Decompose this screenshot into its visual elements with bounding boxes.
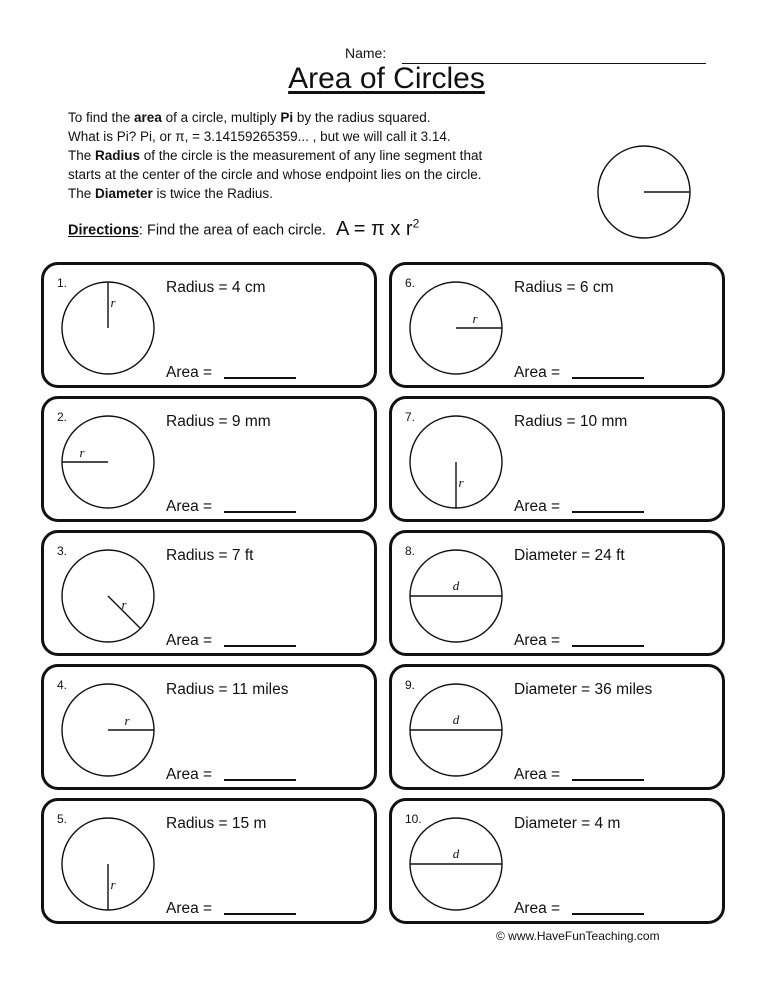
segment-letter: d	[452, 712, 460, 727]
term-area: area	[134, 110, 162, 125]
problem-card	[41, 798, 377, 924]
problem-number: 5.	[57, 812, 68, 826]
circle-figure-icon	[60, 414, 156, 510]
area-answer-row	[514, 765, 644, 784]
area-answer-row	[514, 497, 644, 516]
segment-letter: r	[458, 475, 464, 490]
problem-card	[389, 396, 725, 522]
circle-figure-icon	[60, 816, 156, 912]
problem-number: 9.	[405, 678, 416, 692]
problem-card	[389, 262, 725, 388]
intro-line-5: The Diameter is twice the Radius.	[68, 186, 273, 201]
area-answer-blank[interactable]	[572, 765, 644, 781]
problem-card	[41, 530, 377, 656]
given-measurement: Radius = 15 m	[166, 815, 267, 832]
term-diameter: Diameter	[95, 186, 153, 201]
given-measurement: Radius = 10 mm	[514, 413, 628, 430]
segment-letter: r	[79, 445, 85, 460]
problem-number: 8.	[405, 544, 416, 558]
example-circle-icon	[596, 144, 692, 240]
problem-number: 4.	[57, 678, 68, 692]
problem-card	[389, 798, 725, 924]
problem-number: 2.	[57, 410, 68, 424]
problem-number: 1.	[57, 276, 68, 290]
segment-letter: r	[124, 713, 130, 728]
area-answer-blank[interactable]	[572, 899, 644, 915]
directions-text: : Find the area of each circle.	[138, 222, 326, 239]
area-answer-blank[interactable]	[224, 765, 296, 781]
area-answer-blank[interactable]	[224, 363, 296, 379]
problem-card	[41, 262, 377, 388]
area-label: Area =	[166, 766, 213, 783]
intro-line-4: starts at the center of the circle and whose endpoint lies on the circle.	[68, 167, 482, 182]
given-measurement: Diameter = 4 m	[514, 815, 621, 832]
area-answer-blank[interactable]	[224, 497, 296, 513]
area-answer-row	[166, 631, 296, 650]
area-answer-row	[166, 899, 296, 918]
area-label: Area =	[514, 766, 561, 783]
problem-card	[389, 530, 725, 656]
segment-letter: d	[452, 578, 460, 593]
circle-figure-icon	[408, 682, 504, 778]
given-measurement: Radius = 6 cm	[514, 279, 614, 296]
area-label: Area =	[166, 498, 213, 515]
segment-letter: r	[472, 311, 478, 326]
term-pi: Pi	[280, 110, 294, 125]
segment-letter: r	[110, 295, 116, 310]
circle-figure-icon	[408, 280, 504, 376]
area-answer-row	[166, 363, 296, 382]
page-title: Area of Circles	[288, 62, 485, 95]
area-label: Area =	[514, 498, 561, 515]
intro-line-1: To find the area of a circle, multiply Pi by the radius squared.	[68, 110, 431, 125]
problem-number: 10.	[405, 812, 422, 826]
area-answer-blank[interactable]	[572, 631, 644, 647]
area-answer-blank[interactable]	[572, 497, 644, 513]
directions	[68, 216, 419, 241]
area-answer-row	[514, 899, 644, 918]
directions-label: Directions	[68, 222, 139, 239]
intro-line-3: The Radius of the circle is the measurement of any line segment that	[68, 148, 483, 163]
area-label: Area =	[166, 364, 213, 381]
area-label: Area =	[514, 364, 561, 381]
given-measurement: Diameter = 36 miles	[514, 681, 653, 698]
problem-number: 6.	[405, 276, 416, 290]
circle-figure-icon	[408, 548, 504, 644]
segment-letter: r	[121, 597, 127, 612]
area-label: Area =	[166, 900, 213, 917]
area-answer-blank[interactable]	[572, 363, 644, 379]
area-answer-row	[166, 765, 296, 784]
problem-card	[389, 664, 725, 790]
problem-number: 3.	[57, 544, 68, 558]
area-formula: A = π x $r^2$	[335, 216, 420, 240]
given-measurement: Radius = 9 mm	[166, 413, 271, 430]
circle-figure-icon	[60, 280, 156, 376]
area-answer-row	[514, 363, 644, 382]
segment-letter: r	[110, 877, 116, 892]
area-label: Area =	[514, 900, 561, 917]
segment-letter: d	[452, 846, 460, 861]
intro-line-2: What is Pi? Pi, or π, = 3.14159265359... , but we will call it 3.14.	[68, 129, 451, 144]
problem-card	[41, 664, 377, 790]
given-measurement: Radius = 7 ft	[166, 547, 254, 564]
intro-text	[68, 108, 588, 203]
circle-figure-icon	[408, 414, 504, 510]
circle-figure-icon	[60, 682, 156, 778]
area-label: Area =	[514, 632, 561, 649]
copyright-footer: © www.HaveFunTeaching.com	[496, 929, 660, 943]
circle-figure-icon	[60, 548, 156, 644]
area-answer-blank[interactable]	[224, 899, 296, 915]
circle-figure-icon	[408, 816, 504, 912]
given-measurement: Radius = 4 cm	[166, 279, 266, 296]
area-answer-row	[514, 631, 644, 650]
area-label: Area =	[166, 632, 213, 649]
problem-card	[41, 396, 377, 522]
term-radius: Radius	[95, 148, 141, 163]
given-measurement: Radius = 11 miles	[166, 681, 289, 698]
problem-number: 7.	[405, 410, 416, 424]
given-measurement: Diameter = 24 ft	[514, 547, 625, 564]
name-label: Name:	[345, 45, 387, 61]
area-answer-blank[interactable]	[224, 631, 296, 647]
area-answer-row	[166, 497, 296, 516]
